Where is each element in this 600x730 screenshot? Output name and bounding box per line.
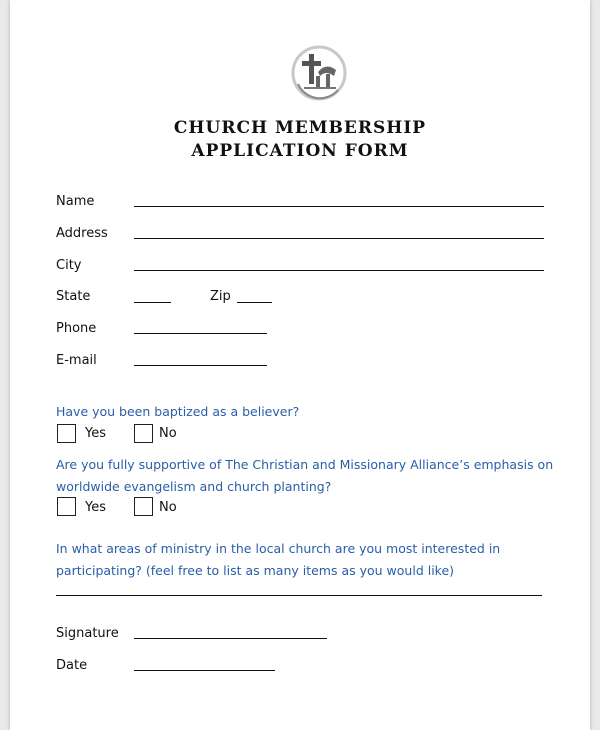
ministry-question-line-2: participating? (feel free to list as many items as you would like) — [56, 563, 455, 578]
address-label: Address — [56, 226, 108, 241]
baptized-no-checkbox[interactable] — [134, 424, 153, 443]
baptized-yes-checkbox[interactable] — [57, 424, 76, 443]
state-field[interactable] — [134, 302, 171, 303]
form-page — [10, 0, 590, 730]
phone-label: Phone — [56, 321, 97, 336]
phone-field[interactable] — [134, 333, 267, 334]
ministry-question-line-1: In what areas of ministry in the local church are you most interested in — [56, 541, 501, 556]
date-label: Date — [56, 658, 88, 673]
church-cross-logo-icon — [290, 44, 348, 102]
signature-label: Signature — [56, 626, 119, 641]
supportive-question-line-2: worldwide evangelism and church planting? — [56, 479, 332, 494]
zip-field[interactable] — [237, 302, 272, 303]
supportive-no-label: No — [159, 500, 177, 515]
baptized-no-label: No — [159, 426, 177, 441]
baptized-question: Have you been baptized as a believer? — [56, 404, 300, 419]
form-title-line-2: APPLICATION FORM — [191, 141, 409, 161]
email-field[interactable] — [134, 365, 267, 366]
supportive-yes-checkbox[interactable] — [57, 497, 76, 516]
date-field[interactable] — [134, 670, 275, 671]
email-label: E-mail — [56, 353, 97, 368]
supportive-question-line-1: Are you fully supportive of The Christian and Missionary Alliance’s emphasis on — [56, 457, 554, 472]
state-label: State — [56, 289, 91, 304]
signature-field[interactable] — [134, 638, 327, 639]
supportive-no-checkbox[interactable] — [134, 497, 153, 516]
form-title-line-1: CHURCH MEMBERSHIP — [173, 118, 427, 138]
city-field[interactable] — [134, 270, 544, 271]
address-field[interactable] — [134, 238, 544, 239]
name-label: Name — [56, 194, 95, 209]
city-label: City — [56, 258, 82, 273]
ministry-answer-field[interactable] — [56, 595, 542, 596]
supportive-yes-label: Yes — [85, 500, 106, 515]
zip-label: Zip — [210, 289, 231, 304]
baptized-yes-label: Yes — [85, 426, 106, 441]
name-field[interactable] — [134, 206, 544, 207]
